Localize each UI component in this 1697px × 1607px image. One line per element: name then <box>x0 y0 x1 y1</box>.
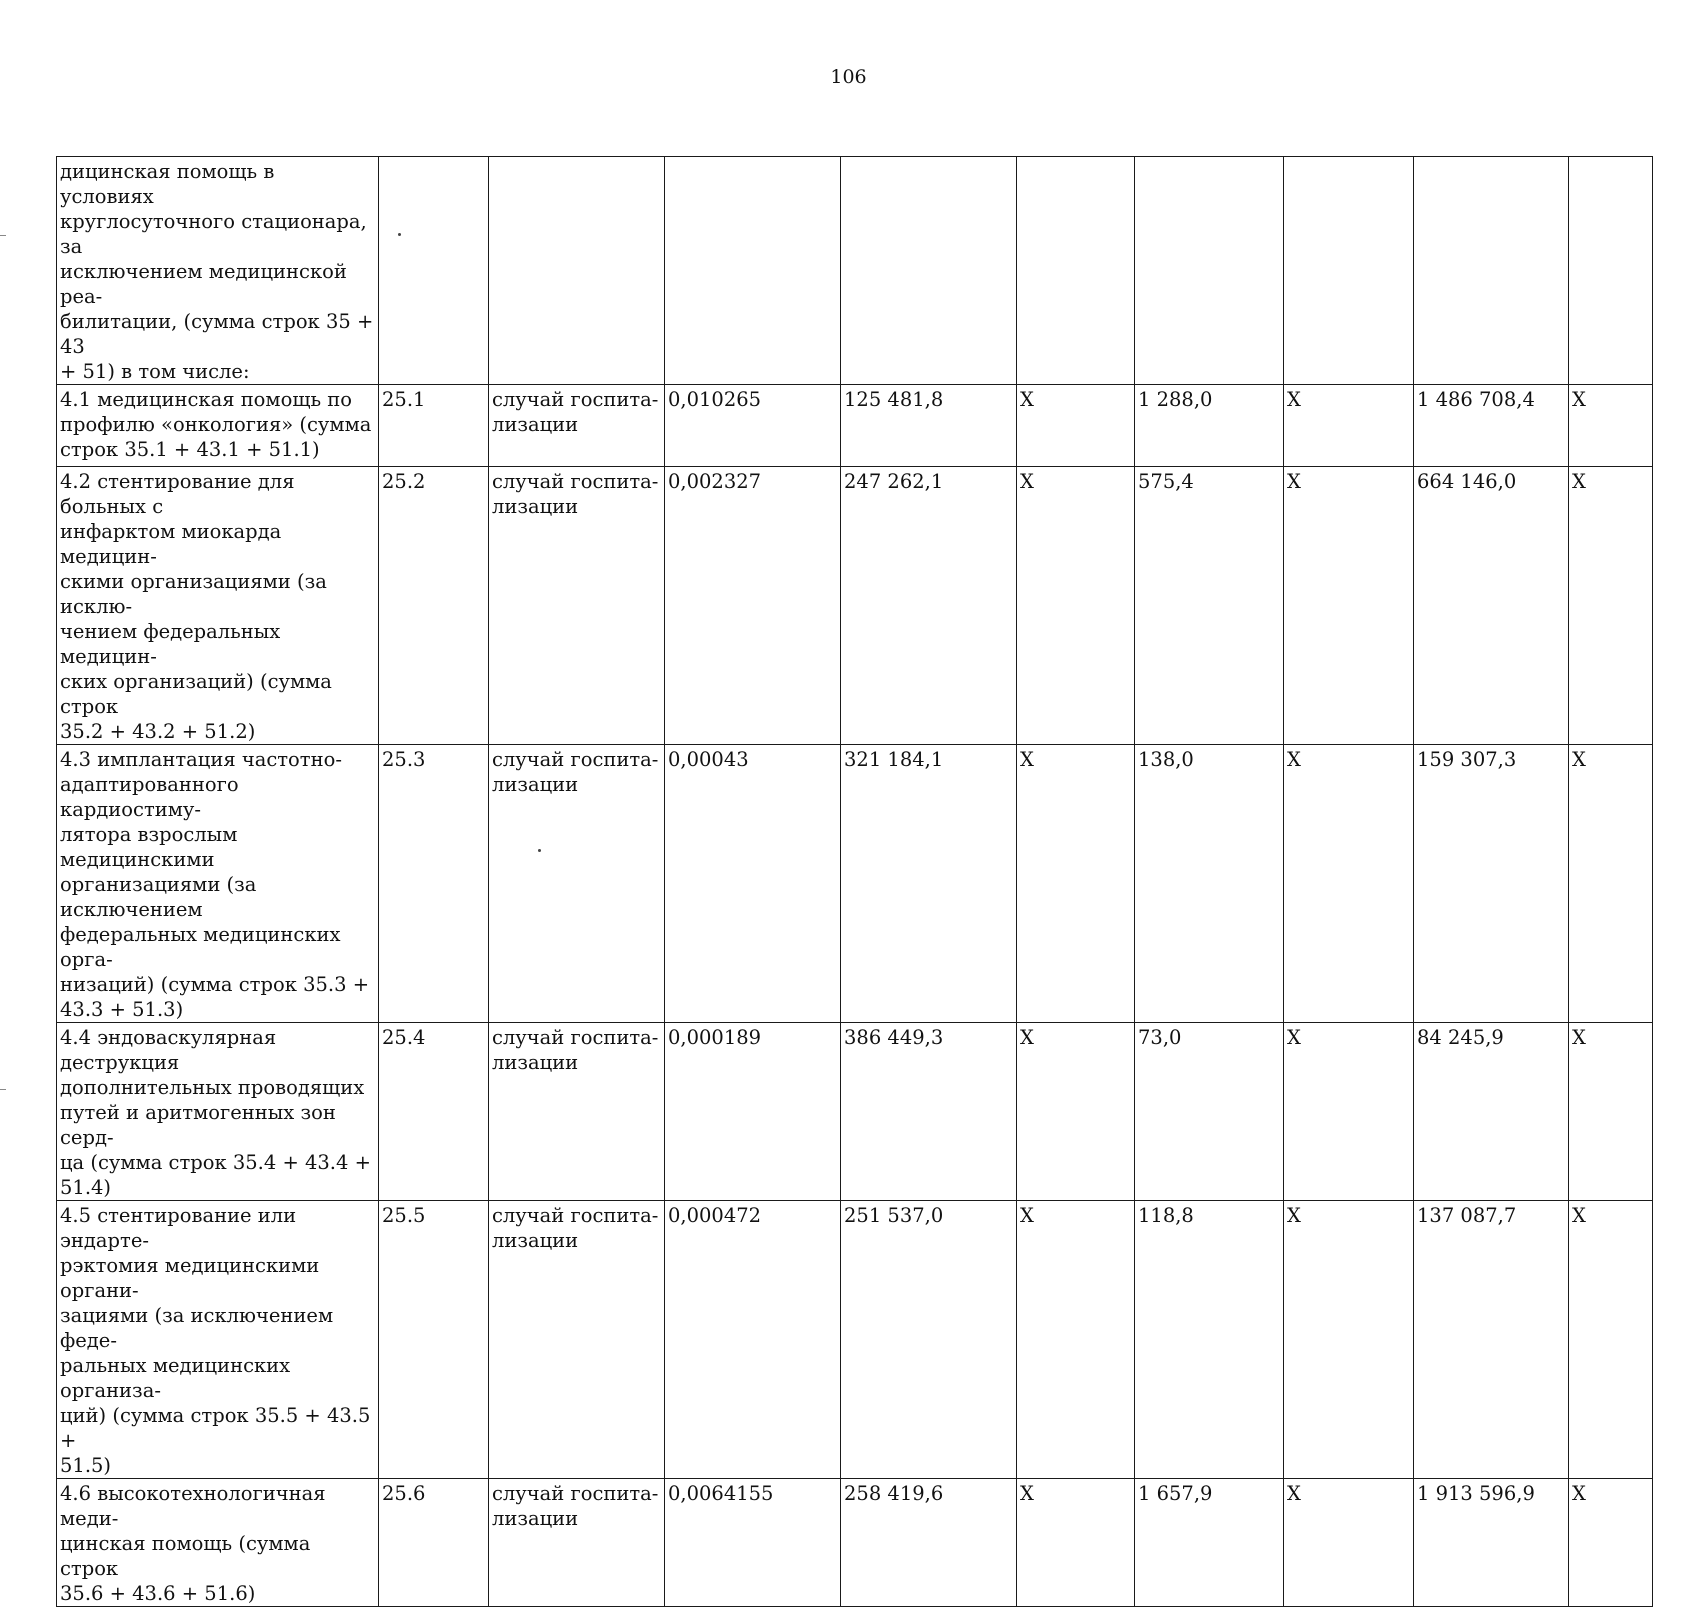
row-col7-cell: 138,0 <box>1135 745 1284 1023</box>
row-line-cell: 25.1 <box>379 385 489 467</box>
row-col10-cell <box>1569 157 1653 385</box>
row-line-cell: 25.3 <box>379 745 489 1023</box>
row-norm-cell: 0,000472 <box>665 1201 841 1479</box>
table-row <box>57 385 1653 467</box>
row-col7-cell: 1 657,9 <box>1135 1479 1284 1607</box>
row-col9-cell: 84 245,9 <box>1414 1023 1569 1201</box>
row-col8-cell: X <box>1284 467 1414 745</box>
row-col6-cell: X <box>1017 1201 1135 1479</box>
row-norm-cell: 0,000189 <box>665 1023 841 1201</box>
row-name-cell: дицинская помощь в условиях круглосуточного стационара, за исключением медицинской реа- билитации, (сумма строк 35 + 43 + 51) в том числе: <box>57 157 379 385</box>
row-line-cell: 25.5 <box>379 1201 489 1479</box>
table-row <box>57 1479 1653 1607</box>
row-col8-cell: X <box>1284 745 1414 1023</box>
row-col8-cell: X <box>1284 1479 1414 1607</box>
row-cost-cell: 258 419,6 <box>841 1479 1017 1607</box>
row-col10-cell: X <box>1569 745 1653 1023</box>
row-unit-cell: случай госпита- лизации <box>489 467 665 745</box>
table-row <box>57 467 1653 745</box>
row-line-cell: 25.4 <box>379 1023 489 1201</box>
row-col6-cell: X <box>1017 467 1135 745</box>
row-name-cell: 4.5 стентирование или эндарте- рэктомия медицинскими органи- зациями (за исключением феде- ральных медицинских организа- ций) (сумма строк 35.5 + 43.5 + 51.5) <box>57 1201 379 1479</box>
row-name-cell: 4.1 медицинская помощь по профилю «онкология» (сумма строк 35.1 + 43.1 + 51.1) <box>57 385 379 467</box>
row-cost-cell: 125 481,8 <box>841 385 1017 467</box>
row-line-cell: 25.2 <box>379 467 489 745</box>
row-cost-cell <box>841 157 1017 385</box>
table-row <box>57 157 1653 385</box>
row-col7-cell <box>1135 157 1284 385</box>
table-row <box>57 1023 1653 1201</box>
row-col10-cell: X <box>1569 385 1653 467</box>
row-col9-cell: 137 087,7 <box>1414 1201 1569 1479</box>
row-col8-cell: X <box>1284 385 1414 467</box>
row-norm-cell: 0,0064155 <box>665 1479 841 1607</box>
row-col9-cell: 1 486 708,4 <box>1414 385 1569 467</box>
row-col8-cell <box>1284 157 1414 385</box>
row-name-cell: 4.2 стентирование для больных с инфарктом миокарда медицин- скими организациями (за исклю- чением федеральных медицин- ских организаций) (сумма строк 35.2 + 43.2 + 51.2) <box>57 467 379 745</box>
row-col9-cell: 159 307,3 <box>1414 745 1569 1023</box>
scan-speck <box>538 849 541 852</box>
row-col9-cell: 1 913 596,9 <box>1414 1479 1569 1607</box>
margin-tick <box>0 235 6 236</box>
row-unit-cell: случай госпита- лизации <box>489 1023 665 1201</box>
row-col10-cell: X <box>1569 467 1653 745</box>
row-col8-cell: X <box>1284 1201 1414 1479</box>
row-line-cell <box>379 157 489 385</box>
margin-tick <box>0 1089 6 1090</box>
row-norm-cell: 0,00043 <box>665 745 841 1023</box>
row-norm-cell: 0,002327 <box>665 467 841 745</box>
row-unit-cell: случай госпита- лизации <box>489 1479 665 1607</box>
table-row <box>57 1201 1653 1479</box>
row-unit-cell: случай госпита- лизации <box>489 385 665 467</box>
row-unit-cell: случай госпита- лизации <box>489 745 665 1023</box>
row-col10-cell: X <box>1569 1201 1653 1479</box>
row-col6-cell: X <box>1017 1479 1135 1607</box>
row-col6-cell: X <box>1017 745 1135 1023</box>
row-col9-cell: 664 146,0 <box>1414 467 1569 745</box>
financing-table <box>56 156 1653 1607</box>
row-col6-cell: X <box>1017 1023 1135 1201</box>
row-cost-cell: 386 449,3 <box>841 1023 1017 1201</box>
table-row <box>57 745 1653 1023</box>
row-col7-cell: 73,0 <box>1135 1023 1284 1201</box>
row-col6-cell: X <box>1017 385 1135 467</box>
row-cost-cell: 247 262,1 <box>841 467 1017 745</box>
row-line-cell: 25.6 <box>379 1479 489 1607</box>
scan-speck <box>398 233 401 236</box>
row-col10-cell: X <box>1569 1023 1653 1201</box>
row-name-cell: 4.3 имплантация частотно- адаптированного кардиостиму- лятора взрослым медицинскими организациями (за исключением федеральных медицинских орга- низаций) (сумма строк 35.3 + 43.3 + 51.3) <box>57 745 379 1023</box>
row-unit-cell <box>489 157 665 385</box>
row-norm-cell <box>665 157 841 385</box>
row-col9-cell <box>1414 157 1569 385</box>
row-col7-cell: 575,4 <box>1135 467 1284 745</box>
row-cost-cell: 251 537,0 <box>841 1201 1017 1479</box>
row-name-cell: 4.6 высокотехнологичная меди- цинская помощь (сумма строк 35.6 + 43.6 + 51.6) <box>57 1479 379 1607</box>
row-norm-cell: 0,010265 <box>665 385 841 467</box>
row-col10-cell: X <box>1569 1479 1653 1607</box>
page-number: 106 <box>830 66 867 88</box>
row-col7-cell: 118,8 <box>1135 1201 1284 1479</box>
row-col6-cell <box>1017 157 1135 385</box>
row-unit-cell: случай госпита- лизации <box>489 1201 665 1479</box>
row-col8-cell: X <box>1284 1023 1414 1201</box>
row-cost-cell: 321 184,1 <box>841 745 1017 1023</box>
row-name-cell: 4.4 эндоваскулярная деструкция дополнительных проводящих путей и аритмогенных зон серд- ца (сумма строк 35.4 + 43.4 + 51.4) <box>57 1023 379 1201</box>
row-col7-cell: 1 288,0 <box>1135 385 1284 467</box>
